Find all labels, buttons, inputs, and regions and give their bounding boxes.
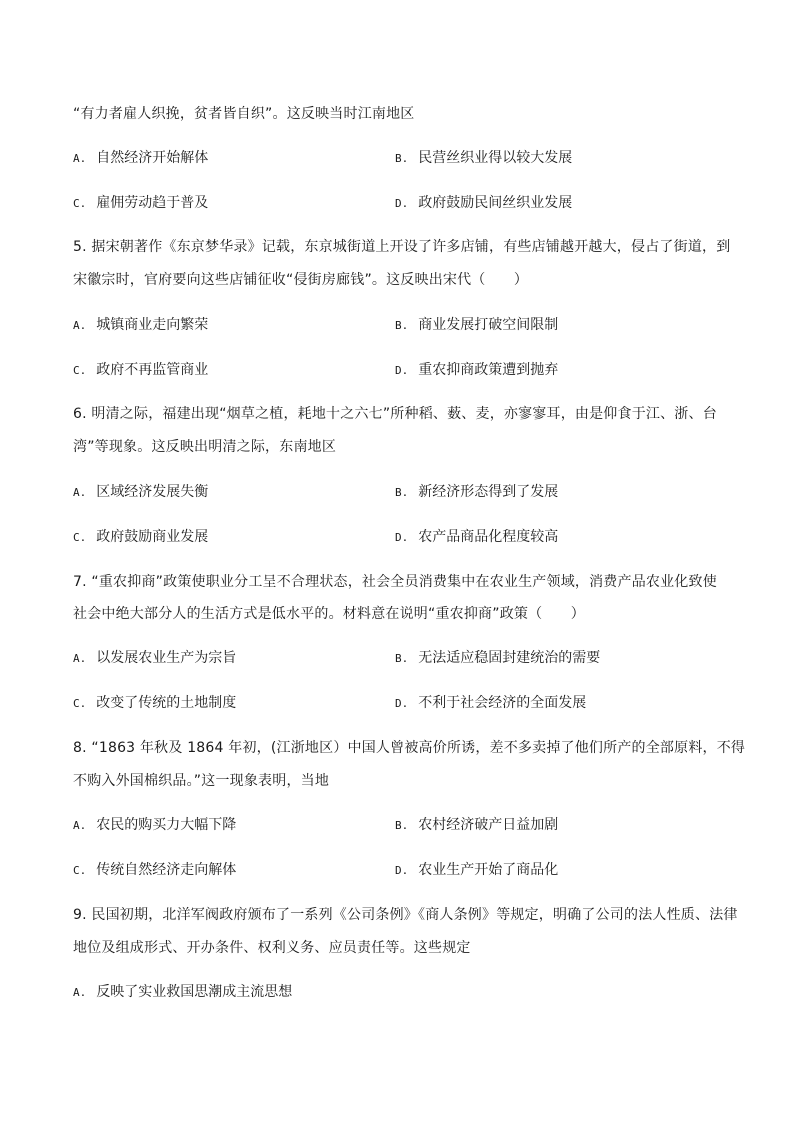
question-5-option-a[interactable] <box>73 316 208 335</box>
option-text: 农产品商品化程度较高 <box>418 529 559 545</box>
question-6-option-b[interactable] <box>395 483 558 502</box>
option-text: 无法适应稳固封建统治的需要 <box>418 650 601 666</box>
question-7-stem-line-2: 社会中绝大部分人的生活方式是低水平的。材料意在说明“重农抑商”政策（ ） <box>73 606 585 622</box>
option-text: 政府鼓励民间丝织业发展 <box>418 195 573 211</box>
question-8-stem-line-1: 8. “1863 年秋及 1864 年初，(江浙地区）中国人曾被高价所诱，差不多卖掉了他们所产的全部原料，不得 <box>73 740 746 756</box>
question-8-option-c[interactable] <box>73 861 236 880</box>
question-5-option-b[interactable] <box>395 316 558 335</box>
question-5-stem-line-1: 5. 据宋朝著作《东京梦华录》记载，东京城街道上开设了许多店铺，有些店铺越开越大，侵占了街道，到 <box>73 239 731 255</box>
question-7-option-b[interactable] <box>395 649 600 668</box>
question-5-option-c[interactable] <box>73 361 208 380</box>
question-8-stem-line-2: 不购入外国棉织品。”这一现象表明，当地 <box>73 773 330 789</box>
option-letter: A. <box>73 819 87 832</box>
question-9-stem-line-2: 地位及组成形式、开办条件、权利义务、应员责任等。这些规定 <box>73 940 471 956</box>
option-letter: A. <box>73 319 87 332</box>
option-text: 商业发展打破空间限制 <box>418 317 559 333</box>
option-letter: D. <box>395 364 409 377</box>
option-letter: B. <box>395 152 409 165</box>
question-8-option-d[interactable] <box>395 861 558 880</box>
question-4-option-d[interactable] <box>395 194 572 213</box>
option-letter: B. <box>395 486 409 499</box>
question-4-option-b[interactable] <box>395 149 572 168</box>
question-7-option-d[interactable] <box>395 694 586 713</box>
option-text: 不利于社会经济的全面发展 <box>418 695 587 711</box>
option-letter: B. <box>395 652 409 665</box>
option-letter: D. <box>395 864 409 877</box>
question-9-stem-line-1: 9. 民国初期，北洋军阀政府颁布了一系列《公司条例》《商人条例》等规定，明确了公司的法人性质、法律 <box>73 907 738 923</box>
question-4-option-c[interactable] <box>73 194 208 213</box>
question-6-option-a[interactable] <box>73 483 208 502</box>
option-letter: A. <box>73 652 87 665</box>
option-text: 重农抑商政策遭到抛弃 <box>418 362 559 378</box>
option-text: 政府鼓励商业发展 <box>96 529 209 545</box>
option-text: 以发展农业生产为宗旨 <box>96 650 237 666</box>
option-text: 政府不再监管商业 <box>96 362 209 378</box>
option-text: 自然经济开始解体 <box>96 150 209 166</box>
question-6-option-d[interactable] <box>395 528 558 547</box>
option-letter: B. <box>395 819 409 832</box>
question-7-option-a[interactable] <box>73 649 236 668</box>
option-letter: A. <box>73 486 87 499</box>
question-8-option-b[interactable] <box>395 816 558 835</box>
question-7-option-c[interactable] <box>73 694 236 713</box>
option-text: 农民的购买力大幅下降 <box>96 817 237 833</box>
option-text: 城镇商业走向繁荣 <box>96 317 209 333</box>
option-text: 改变了传统的土地制度 <box>96 695 237 711</box>
question-5-stem-line-2: 宋徽宗时，官府要向这些店铺征收“侵街房廊钱”。这反映出宋代（ ） <box>73 272 529 288</box>
option-letter: C. <box>73 197 87 210</box>
question-8-option-a[interactable] <box>73 816 236 835</box>
option-text: 雇佣劳动趋于普及 <box>96 195 209 211</box>
option-letter: C. <box>73 864 87 877</box>
option-text: 农业生产开始了商品化 <box>418 862 559 878</box>
option-letter: C. <box>73 697 87 710</box>
question-4-stem-tail: “有力者雇人织挽，贫者皆自织”。这反映当时江南地区 <box>73 106 415 122</box>
option-letter: C. <box>73 531 87 544</box>
option-text: 反映了实业救国思潮成主流思想 <box>96 984 293 1000</box>
option-letter: D. <box>395 697 409 710</box>
option-text: 传统自然经济走向解体 <box>96 862 237 878</box>
option-text: 区域经济发展失衡 <box>96 484 209 500</box>
option-text: 农村经济破产日益加剧 <box>418 817 559 833</box>
option-letter: A. <box>73 152 87 165</box>
question-7-stem-line-1: 7. “重农抑商”政策使职业分工呈不合理状态，社会全员消费集中在农业生产领域，消费产品农业化致使 <box>73 574 717 590</box>
option-letter: A. <box>73 986 87 999</box>
question-6-option-c[interactable] <box>73 528 208 547</box>
option-letter: D. <box>395 197 409 210</box>
question-9-option-a[interactable] <box>73 983 292 1002</box>
option-text: 新经济形态得到了发展 <box>418 484 559 500</box>
option-letter: D. <box>395 531 409 544</box>
question-6-stem-line-1: 6. 明清之际，福建出现“烟草之植，耗地十之六七”所种稻、薮、麦，亦寥寥耳，由是仰食于江、浙、台 <box>73 406 717 422</box>
question-5-option-d[interactable] <box>395 361 558 380</box>
question-4-option-a[interactable] <box>73 149 208 168</box>
option-letter: C. <box>73 364 87 377</box>
option-text: 民营丝织业得以较大发展 <box>418 150 573 166</box>
option-letter: B. <box>395 319 409 332</box>
question-6-stem-line-2: 湾”等现象。这反映出明清之际，东南地区 <box>73 439 337 455</box>
